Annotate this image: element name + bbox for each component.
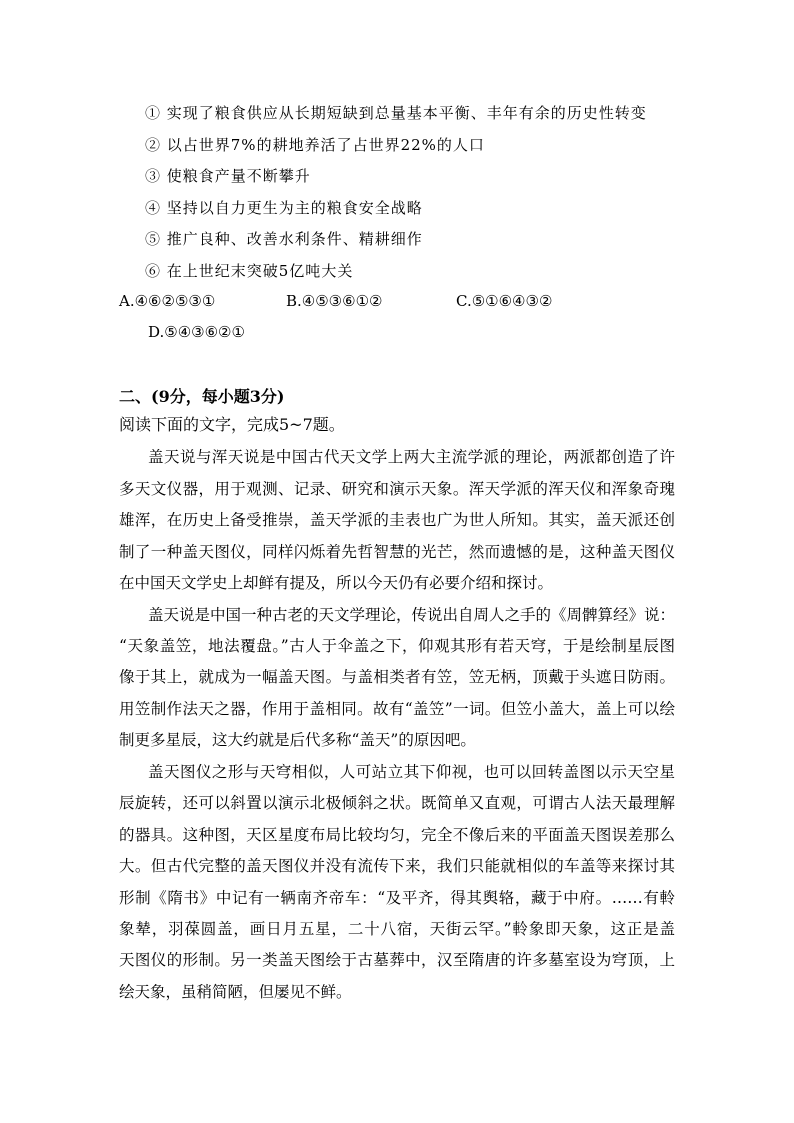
paragraph-3-line: 辰旋转，还可以斜置以演示北极倾斜之状。既简单又直观，可谓古人法天最理解 xyxy=(119,794,675,812)
paragraph-1-line: 在中国天文学史上却鲜有提及，所以今天仍有必要介绍和探讨。 xyxy=(119,574,554,592)
sentence-item-3: ③ 使粮食产量不断攀升 xyxy=(145,167,311,185)
sentence-item-5: ⑤ 推广良种、改善水利条件、精耕细作 xyxy=(145,230,423,248)
option-a: A.④⑥②⑤③① xyxy=(119,292,216,310)
sentence-item-1: ① 实现了粮食供应从长期短缺到总量基本平衡、丰年有余的历史性转变 xyxy=(145,104,647,122)
paragraph-1-line: 制了一种盖天图仪，同样闪烁着先哲智慧的光芒，然而遗憾的是，这种盖天图仪 xyxy=(119,543,675,561)
sentence-item-2: ② 以占世界7%的耕地养活了占世界22%的人口 xyxy=(145,136,485,154)
paragraph-2-line: 像于其上，就成为一幅盖天图。与盖相类者有笠，笠无柄，顶戴于头遮日防雨。 xyxy=(119,668,675,686)
paragraph-1-line: 雄浑，在历史上备受推崇，盖天学派的圭表也广为世人所知。其实，盖天派还创 xyxy=(119,511,675,529)
paragraph-2-line: 盖天说是中国一种古老的天文学理论，传说出自周人之手的《周髀算经》说： xyxy=(148,606,675,624)
sentence-item-4: ④ 坚持以自力更生为主的粮食安全战略 xyxy=(145,199,423,217)
section-title: 二、(9分，每小题3分) xyxy=(119,387,285,406)
paragraph-3-line: 象辇，羽葆圆盖，画日月五星，二十八宿，天街云罕。”軨象即天象，这正是盖 xyxy=(119,920,675,938)
section-instruction: 阅读下面的文字，完成5~7题。 xyxy=(119,415,345,434)
option-c: C.⑤①⑥④③② xyxy=(456,292,553,310)
paragraph-2-line: 用笠制作法天之器，作用于盖相同。故有“盖笠”一词。但笠小盖大，盖上可以绘 xyxy=(119,700,675,718)
option-d: D.⑤④③⑥②① xyxy=(148,323,245,341)
option-b: B.④⑤③⑥①② xyxy=(286,292,383,310)
paragraph-3-line: 盖天图仪之形与天穹相似，人可站立其下仰视，也可以回转盖图以示天空星 xyxy=(148,763,675,781)
sentence-item-6: ⑥ 在上世纪末突破5亿吨大关 xyxy=(145,262,354,280)
paragraph-3-line: 形制《隋书》中记有一辆南齐帝车：“及平齐，得其舆辂，藏于中府。……有軨 xyxy=(119,889,675,907)
paragraph-3-line: 绘天象，虽稍简陋，但屡见不鲜。 xyxy=(119,983,352,1001)
paragraph-3-line: 天图仪的形制。另一类盖天图绘于古墓葬中，汉至隋唐的许多墓室设为穹顶，上 xyxy=(119,951,675,969)
paragraph-2-line: “天象盖笠，地法覆盘。”古人于伞盖之下，仰观其形有若天穹，于是绘制星辰图 xyxy=(119,637,675,655)
paragraph-1-line: 盖天说与浑天说是中国古代天文学上两大主流学派的理论，两派都创造了许 xyxy=(148,448,675,466)
paragraph-2-line: 制更多星辰，这大约就是后代多称“盖天”的原因吧。 xyxy=(119,731,476,749)
paragraph-3-line: 大。但古代完整的盖天图仪并没有流传下来，我们只能就相似的车盖等来探讨其 xyxy=(119,857,675,875)
paragraph-1-line: 多天文仪器，用于观测、记录、研究和演示天象。浑天学派的浑天仪和浑象奇瑰 xyxy=(119,480,675,498)
paragraph-3-line: 的器具。这种图，天区星度布局比较均匀，完全不像后来的平面盖天图误差那么 xyxy=(119,826,675,844)
